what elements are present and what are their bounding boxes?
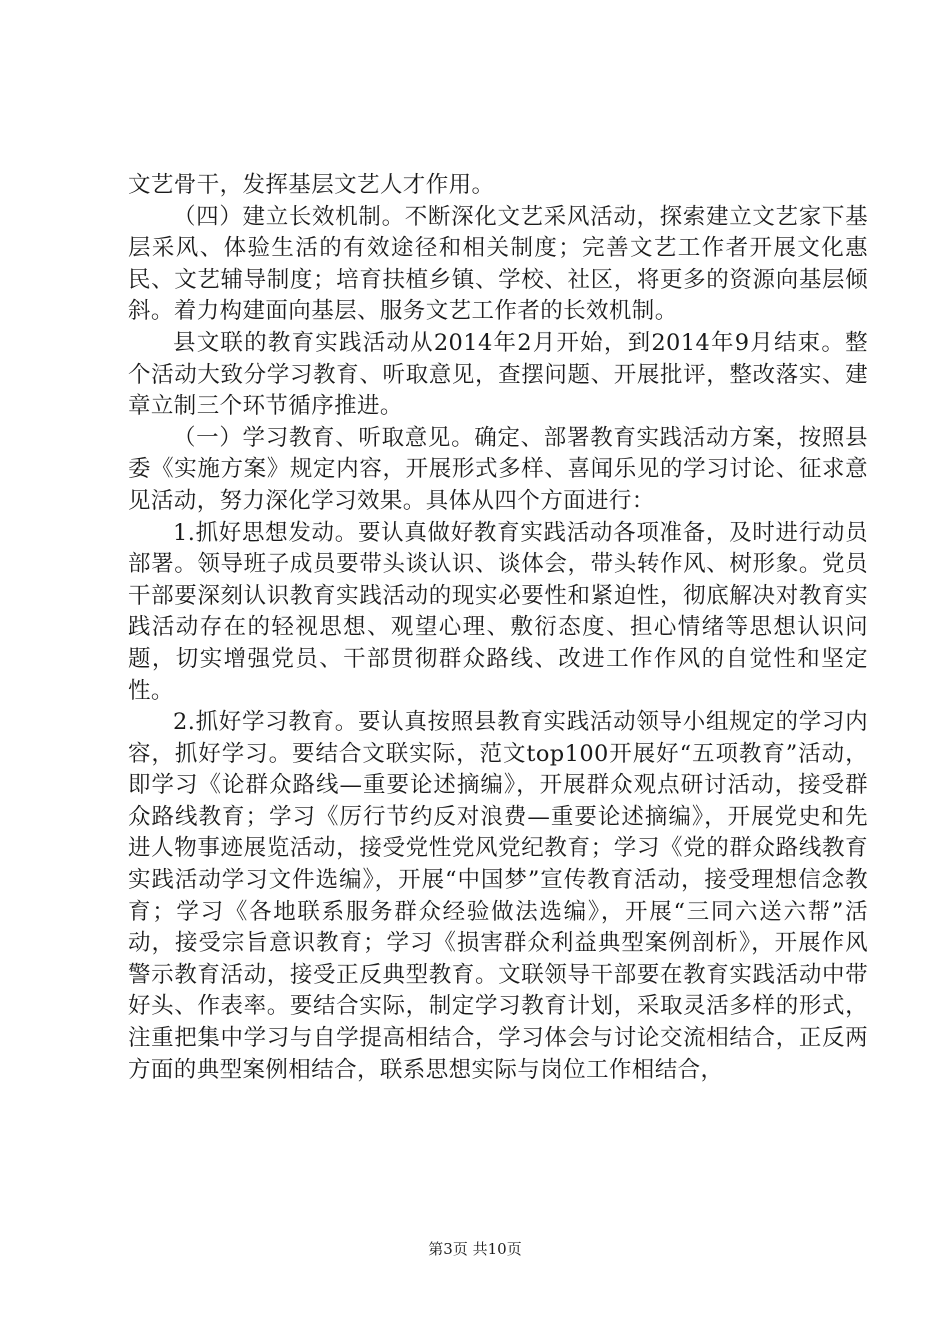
paragraph-1: 文艺骨干，发挥基层文艺人才作用。	[128, 172, 495, 198]
paragraph-5: 1.抓好思想发动。要认真做好教育实践活动各项准备，及时进行动员部署。领导班子成员要带头谈认识、谈体会，带头转作风、树形象。党员干部要深刻认识教育实践活动的现实必要性和紧迫性，彻底解决对教育实践活动存在的轻视思想、观望心理、敷衍态度、担心情绪等思想认识问题，切实增强党员、干部贯彻群众路线、改进工作作风的自觉性和坚定性。	[128, 519, 868, 704]
document-body	[128, 170, 868, 1086]
paragraph-3: 县文联的教育实践活动从2014年2月开始，到2014年9月结束。整个活动大致分学习教育、听取意见，查摆问题、开展批评，整改落实、建章立制三个环节循序推进。	[128, 329, 868, 420]
paragraph-6: 2.抓好学习教育。要认真按照县教育实践活动领导小组规定的学习内容，抓好学习。要结合文联实际，范文top100开展好“五项教育”活动，即学习《论群众路线—重要论述摘编》，开展群众观点研讨活动，接受群众路线教育；学习《厉行节约反对浪费—重要论述摘编》，开展党史和先进人物事迹展览活动，接受党性党风党纪教育；学习《党的群众路线教育实践活动学习文件选编》，开展“中国梦”宣传教育活动，接受理想信念教育；学习《各地联系服务群众经验做法选编》，开展“三同六送六帮”活动，接受宗旨意识教育；学习《损害群众利益典型案例剖析》，开展作风警示教育活动，接受正反典型教育。文联领导干部要在教育实践活动中带好头、作表率。要结合实际，制定学习教育计划，采取灵活多样的形式，注重把集中学习与自学提高相结合，学习体会与讨论交流相结合，正反两方面的典型案例相结合，联系思想实际与岗位工作相结合，	[128, 709, 868, 1083]
paragraph-2: （四）建立长效机制。不断深化文艺采风活动，探索建立文艺家下基层采风、体验生活的有效途径和相关制度；完善文艺工作者开展文化惠民、文艺辅导制度；培育扶植乡镇、学校、社区，将更多的资源向基层倾斜。着力构建面向基层、服务文艺工作者的长效机制。	[128, 203, 868, 325]
paragraph-4: （一）学习教育、听取意见。确定、部署教育实践活动方案，按照县委《实施方案》规定内容，开展形式多样、喜闻乐见的学习讨论、征求意见活动，努力深化学习效果。具体从四个方面进行：	[128, 424, 868, 514]
page-number-footer: 第3页 共10页	[428, 1240, 522, 1258]
